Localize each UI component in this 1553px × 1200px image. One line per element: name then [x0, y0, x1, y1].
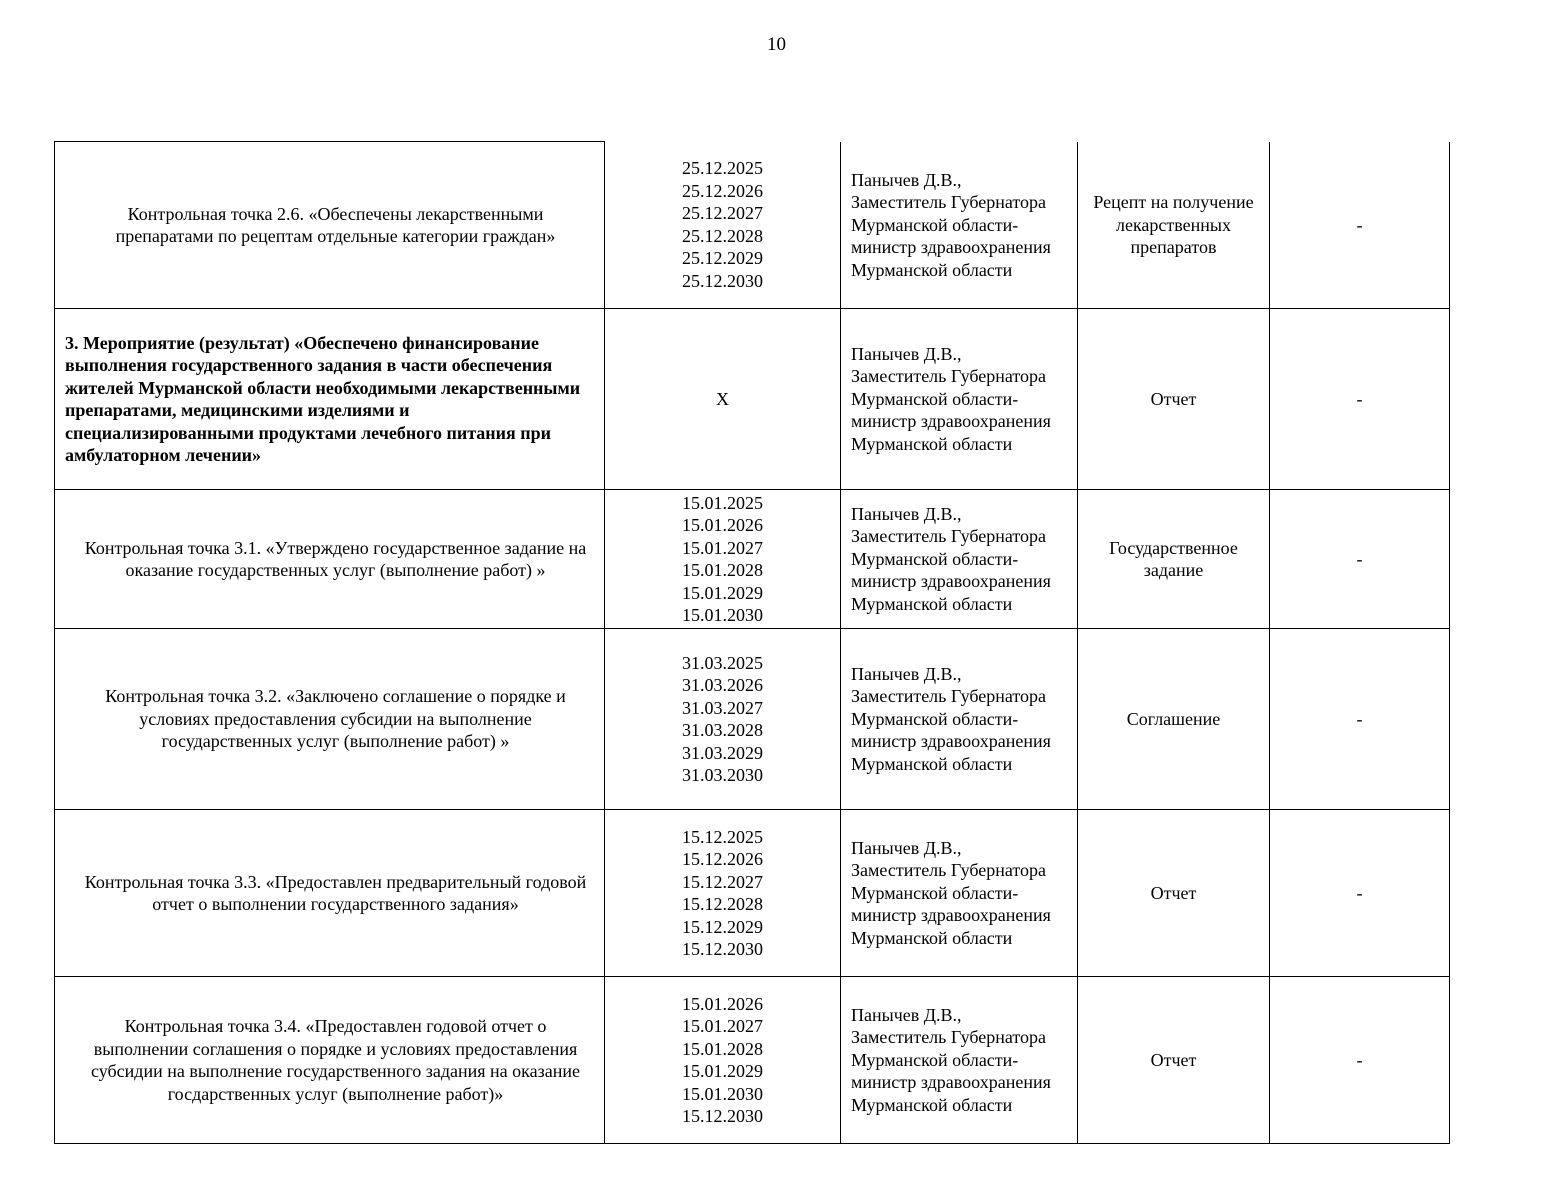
row-name-cell — [55, 142, 605, 309]
row-document-cell — [1078, 142, 1270, 309]
cell-line: 31.03.2027 — [682, 697, 763, 718]
row-name: Контрольная точка 3.1. «Утверждено государственное задание на оказание государственных услуг (выполнение работ) » — [84, 537, 587, 580]
row-responsible — [841, 503, 1077, 616]
cell-line: 15.01.2027 — [682, 1016, 763, 1036]
cell-line: Панычев Д.В., — [851, 343, 962, 364]
table-row — [55, 977, 1450, 1144]
row-name-cell — [55, 977, 605, 1144]
cell-line: Заместитель Губернатора — [851, 686, 1047, 707]
row-note-cell — [1270, 309, 1450, 490]
row-dates — [605, 492, 840, 627]
cell-line: Мурманской области — [851, 433, 1013, 454]
cell-line: 15.01.2029 — [682, 582, 763, 603]
cell-line: 15.12.2028 — [682, 894, 763, 914]
cell-line: 15.01.2025 — [682, 492, 763, 513]
row-note-cell — [1270, 977, 1450, 1144]
table-row — [55, 142, 1450, 309]
cell-line: 15.01.2030 — [682, 1083, 763, 1104]
cell-line: Заместитель Губернатора — [851, 526, 1047, 547]
row-name-cell — [55, 490, 605, 629]
cell-line: 15.01.2026 — [682, 515, 763, 535]
cell-line: 31.03.2028 — [682, 720, 763, 740]
cell-line: Заместитель Губернатора — [851, 1027, 1047, 1048]
cell-line: министр здравоохранения — [851, 411, 1051, 432]
cell-line: Мурманской области- — [851, 548, 1019, 569]
row-document: Государственное задание — [1109, 537, 1238, 580]
row-responsible-cell — [841, 309, 1078, 490]
row-document-cell — [1078, 810, 1270, 977]
cell-line: 31.03.2026 — [682, 675, 763, 695]
cell-line: 15.01.2026 — [682, 993, 763, 1014]
cell-line: Панычев Д.В., — [851, 1004, 962, 1025]
page-number: 10 — [767, 34, 786, 55]
row-responsible-cell — [841, 142, 1078, 309]
row-dates — [605, 652, 840, 787]
cell-line: Мурманской области — [851, 753, 1013, 774]
cell-line: 15.01.2029 — [682, 1061, 763, 1081]
cell-line: 25.12.2025 — [682, 158, 763, 179]
cell-line: министр здравоохранения — [851, 237, 1051, 257]
cell-line: Панычев Д.В., — [851, 169, 962, 190]
row-note: - — [1356, 214, 1363, 235]
cell-line: 31.03.2025 — [682, 652, 763, 673]
cell-line: 15.01.2030 — [682, 605, 763, 625]
row-name: Контрольная точка 2.6. «Обеспечены лекарственными препаратами по рецептам отдельные категории граждан» — [115, 203, 556, 246]
row-dates — [605, 826, 840, 961]
cell-line: 25.12.2027 — [682, 203, 763, 224]
cell-line: 31.03.2030 — [682, 765, 763, 785]
row-document: Отчет — [1150, 388, 1197, 409]
cell-line: Панычев Д.В., — [851, 503, 962, 524]
row-responsible-cell — [841, 810, 1078, 977]
cell-line: министр здравоохранения — [851, 571, 1051, 592]
row-responsible-cell — [841, 490, 1078, 629]
cell-line: 25.12.2029 — [682, 248, 763, 269]
row-note: - — [1356, 708, 1363, 729]
row-note: - — [1356, 548, 1363, 569]
cell-line: 15.01.2028 — [682, 560, 763, 580]
row-document: Соглашение — [1126, 708, 1221, 729]
row-name: Контрольная точка 3.3. «Предоставлен предварительный годовой отчет о выполнении государственного задания» — [84, 871, 587, 914]
row-document-cell — [1078, 309, 1270, 490]
cell-line: 15.12.2030 — [682, 1106, 763, 1126]
table-row — [55, 309, 1450, 490]
table-row — [55, 810, 1450, 977]
row-responsible-cell — [841, 629, 1078, 810]
row-document: Рецепт на получение лекарственных препаратов — [1093, 192, 1254, 257]
row-responsible — [841, 343, 1077, 456]
cell-line: X — [716, 388, 729, 409]
row-dates — [605, 157, 840, 292]
cell-line: 15.12.2029 — [682, 916, 763, 937]
cell-line: Заместитель Губернатора — [851, 366, 1047, 387]
row-dates-cell — [605, 629, 841, 810]
row-document: Отчет — [1150, 1049, 1197, 1070]
row-responsible-cell — [841, 977, 1078, 1144]
row-responsible — [841, 1004, 1077, 1117]
row-note-cell — [1270, 810, 1450, 977]
cell-line: Мурманской области- — [851, 708, 1019, 729]
row-dates — [605, 993, 840, 1128]
row-dates-cell — [605, 309, 841, 490]
row-responsible — [841, 837, 1077, 950]
cell-line: 25.12.2026 — [682, 180, 763, 201]
row-name: Контрольная точка 3.4. «Предоставлен годовой отчет о выполнении соглашения о порядке и условиях предоставления субсидии на выполнение государственного задания на оказание госдарственных услуг (выполнение работ)» — [90, 1016, 580, 1104]
cell-line: 15.12.2027 — [682, 871, 763, 892]
row-note-cell — [1270, 629, 1450, 810]
cell-line: министр здравоохранения — [851, 731, 1051, 752]
row-note-cell — [1270, 142, 1450, 309]
cell-line: Мурманской области — [851, 259, 1013, 280]
row-document: Отчет — [1150, 882, 1197, 903]
cell-line: 15.12.2026 — [682, 849, 763, 869]
cell-line: 25.12.2028 — [682, 225, 763, 246]
cell-line: министр здравоохранения — [851, 1072, 1051, 1093]
cell-line: Мурманской области — [851, 1094, 1013, 1115]
cell-line: Мурманской области — [851, 593, 1013, 614]
cell-line: 15.12.2030 — [682, 939, 763, 959]
cell-line: Панычев Д.В., — [851, 837, 962, 858]
cell-line: Панычев Д.В., — [851, 663, 962, 684]
table-row — [55, 490, 1450, 629]
row-note: - — [1356, 1049, 1363, 1070]
cell-line: Мурманской области- — [851, 882, 1019, 903]
row-note: - — [1356, 882, 1363, 903]
table-row — [55, 629, 1450, 810]
cell-line: Мурманской области- — [851, 214, 1019, 235]
cell-line: 25.12.2030 — [682, 270, 763, 291]
row-note: - — [1356, 388, 1363, 409]
row-name-cell — [55, 810, 605, 977]
row-name: Контрольная точка 3.2. «Заключено соглашение о порядке и условиях предоставления субсидии на выполнение государственных услуг (выполнение работ) » — [105, 686, 566, 752]
cell-line: Заместитель Губернатора — [851, 192, 1047, 212]
row-note-cell — [1270, 490, 1450, 629]
cell-line: министр здравоохранения — [851, 905, 1051, 926]
cell-line: 31.03.2029 — [682, 742, 763, 763]
control-points-table — [54, 141, 1450, 1144]
cell-line: Мурманской области- — [851, 388, 1019, 409]
cell-line: 15.12.2025 — [682, 826, 763, 847]
cell-line: 15.01.2028 — [682, 1038, 763, 1059]
cell-line: 15.01.2027 — [682, 537, 763, 558]
cell-line: Заместитель Губернатора — [851, 860, 1047, 881]
row-responsible — [841, 663, 1077, 776]
row-dates-cell — [605, 490, 841, 629]
row-name-cell — [55, 309, 605, 490]
row-document-cell — [1078, 490, 1270, 629]
table-body — [55, 142, 1450, 1144]
row-dates-cell — [605, 142, 841, 309]
row-dates-cell — [605, 810, 841, 977]
row-name-cell — [55, 629, 605, 810]
cell-line: Мурманской области — [851, 927, 1013, 948]
row-document-cell — [1078, 629, 1270, 810]
cell-line: Мурманской области- — [851, 1049, 1019, 1070]
row-name: 3. Мероприятие (результат) «Обеспечено финансирование выполнения государственного задания в части обеспечения жителей Мурманской области необходимыми лекарственными препаратами, медицинскими изделиями и специализированными продуктами лечебного питания при амбулаторном лечении» — [65, 332, 581, 465]
row-document-cell — [1078, 977, 1270, 1144]
row-responsible — [841, 169, 1077, 282]
row-dates — [605, 388, 840, 411]
row-dates-cell — [605, 977, 841, 1144]
